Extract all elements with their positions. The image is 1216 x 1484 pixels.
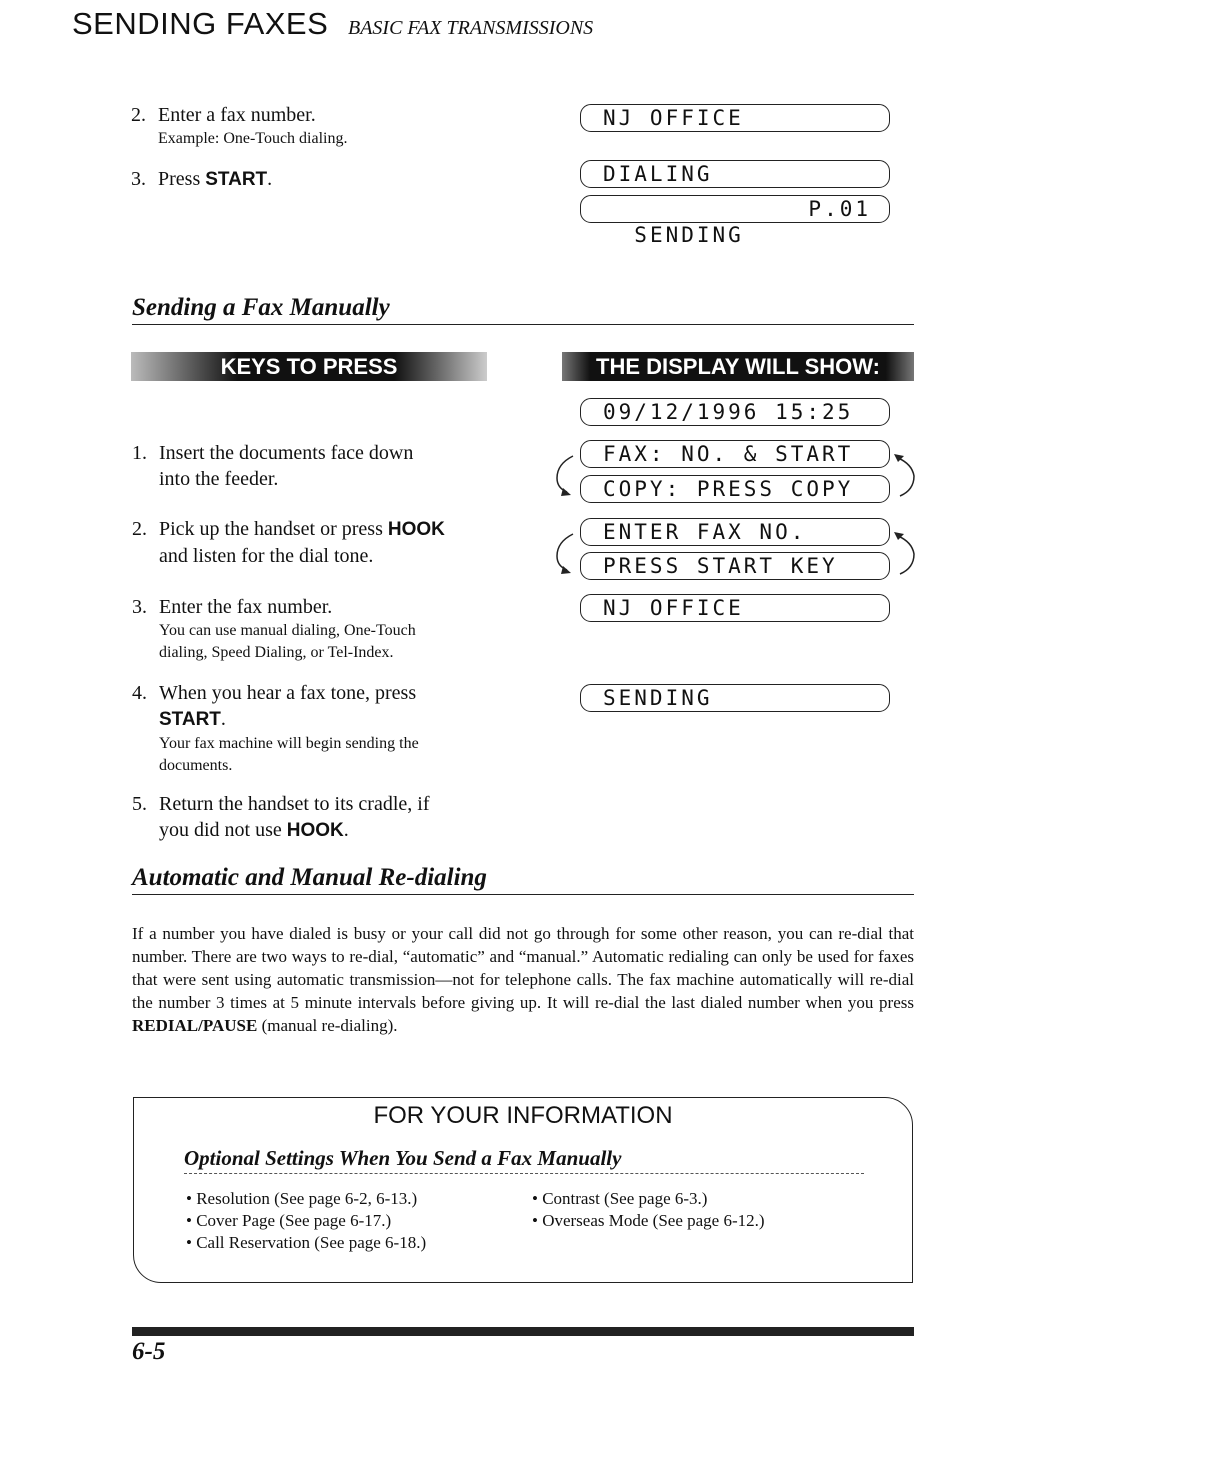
fyi-list-left bbox=[186, 1188, 426, 1254]
alternate-arrow-right-icon bbox=[892, 528, 920, 580]
step-text-2: and listen for the dial tone. bbox=[159, 545, 374, 567]
lcd-sending: SENDING bbox=[580, 684, 890, 712]
step-text-end: . bbox=[267, 168, 273, 190]
step-number: 1. bbox=[132, 442, 147, 464]
intro-step-2 bbox=[131, 102, 348, 150]
lcd-sending-page bbox=[580, 195, 890, 247]
alternate-arrow-left-icon bbox=[551, 528, 579, 580]
step-number: 2. bbox=[131, 104, 146, 126]
step-number: 3. bbox=[131, 168, 146, 190]
redial-text-end: (manual re-dialing). bbox=[257, 1016, 398, 1035]
list-item: • Overseas Mode (See page 6-12.) bbox=[532, 1210, 765, 1232]
step-text: When you hear a fax tone, press bbox=[159, 682, 417, 704]
lcd-nj-office-manual: NJ OFFICE bbox=[580, 594, 890, 622]
chapter-subtitle: BASIC FAX TRANSMISSIONS bbox=[348, 17, 594, 39]
step-text-2: you did not use bbox=[159, 819, 287, 841]
lcd-nj-office: NJ OFFICE bbox=[580, 104, 890, 132]
step-text: Insert the documents face down bbox=[159, 442, 414, 464]
list-item: • Contrast (See page 6-3.) bbox=[532, 1188, 765, 1210]
list-item: • Cover Page (See page 6-17.) bbox=[186, 1210, 426, 1232]
lcd-press-start-key: PRESS START KEY bbox=[580, 552, 890, 580]
keys-to-press-banner: KEYS TO PRESS bbox=[131, 352, 487, 381]
manual-step-3 bbox=[132, 594, 492, 664]
step-text: Pick up the handset or press bbox=[159, 518, 388, 540]
alternate-arrow-left-icon bbox=[551, 450, 579, 502]
step-text: Return the handset to its cradle, if bbox=[159, 793, 430, 815]
lcd-page-count: P.01 bbox=[808, 197, 871, 221]
page-number: 6-5 bbox=[132, 1338, 166, 1365]
section-heading-manual: Sending a Fax Manually bbox=[132, 294, 914, 325]
manual-step-4: 4. When you hear a fax tone, press START. Your fax machine will begin sending the documents. bbox=[132, 680, 492, 777]
list-item: • Resolution (See page 6-2, 6-13.) bbox=[186, 1188, 426, 1210]
manual-step-1 bbox=[132, 440, 492, 492]
fyi-list-right bbox=[532, 1188, 765, 1232]
fyi-box bbox=[133, 1097, 913, 1283]
manual-step-2 bbox=[132, 516, 492, 569]
step-number: 2. bbox=[132, 518, 147, 540]
redial-text: If a number you have dialed is busy or your call did not go through for some other reason, you can re-dial that number. There are two ways to re-dial, “automatic” and “manual.” Automatic redialing can only be used for faxes that were sent using automatic transmission—not for telephone calls. The fax machine automatically will re-dial the number 3 times at 5 minute intervals before giving up. It will re-dial the last dialed number when you press bbox=[132, 924, 914, 1012]
step-note-2: documents. bbox=[159, 757, 233, 774]
key-hook: HOOK bbox=[387, 519, 445, 540]
lcd-enter-fax-no: ENTER FAX NO. bbox=[580, 518, 890, 546]
lcd-copy-press-copy: COPY: PRESS COPY bbox=[580, 475, 890, 503]
step-number: 4. bbox=[132, 682, 147, 704]
fyi-title: FOR YOUR INFORMATION bbox=[373, 1102, 673, 1129]
list-item: • Call Reservation (See page 6-18.) bbox=[186, 1232, 426, 1254]
manual-step-5: 5. Return the handset to its cradle, if you did not use HOOK. bbox=[132, 793, 430, 841]
step-note-2: dialing, Speed Dialing, or Tel-Index. bbox=[159, 644, 394, 661]
step-number: 3. bbox=[132, 596, 147, 618]
key-redial-pause: REDIAL/PAUSE bbox=[132, 1016, 258, 1035]
intro-step-3 bbox=[131, 166, 272, 193]
display-will-show-banner: THE DISPLAY WILL SHOW: bbox=[562, 352, 914, 381]
key-start: START bbox=[159, 709, 221, 730]
alternate-arrow-right-icon bbox=[892, 450, 920, 502]
footer-rule bbox=[132, 1327, 914, 1336]
step-note: You can use manual dialing, One-Touch bbox=[159, 622, 416, 639]
chapter-title: SENDING FAXES bbox=[72, 6, 329, 41]
section-heading-redial: Automatic and Manual Re-dialing bbox=[132, 864, 914, 895]
step-text: Press bbox=[158, 168, 206, 190]
step-text: Enter the fax number. bbox=[159, 596, 333, 618]
fyi-subtitle: Optional Settings When You Send a Fax Manually bbox=[184, 1146, 864, 1174]
step-number: 5. bbox=[132, 793, 147, 815]
key-start: START bbox=[205, 169, 268, 190]
step-note: Your fax machine will begin sending the bbox=[159, 735, 419, 752]
step-text: Enter a fax number. bbox=[158, 104, 316, 126]
redial-paragraph bbox=[132, 922, 914, 1037]
step-text-2: into the feeder. bbox=[159, 468, 279, 490]
lcd-date-time: 09/12/1996 15:25 bbox=[580, 398, 890, 426]
key-hook: HOOK bbox=[286, 820, 344, 841]
lcd-sending-text: SENDING bbox=[634, 223, 744, 247]
lcd-dialing: DIALING bbox=[580, 160, 890, 188]
lcd-fax-no-start: FAX: NO. & START bbox=[580, 440, 890, 468]
step-note: Example: One-Touch dialing. bbox=[158, 130, 348, 147]
